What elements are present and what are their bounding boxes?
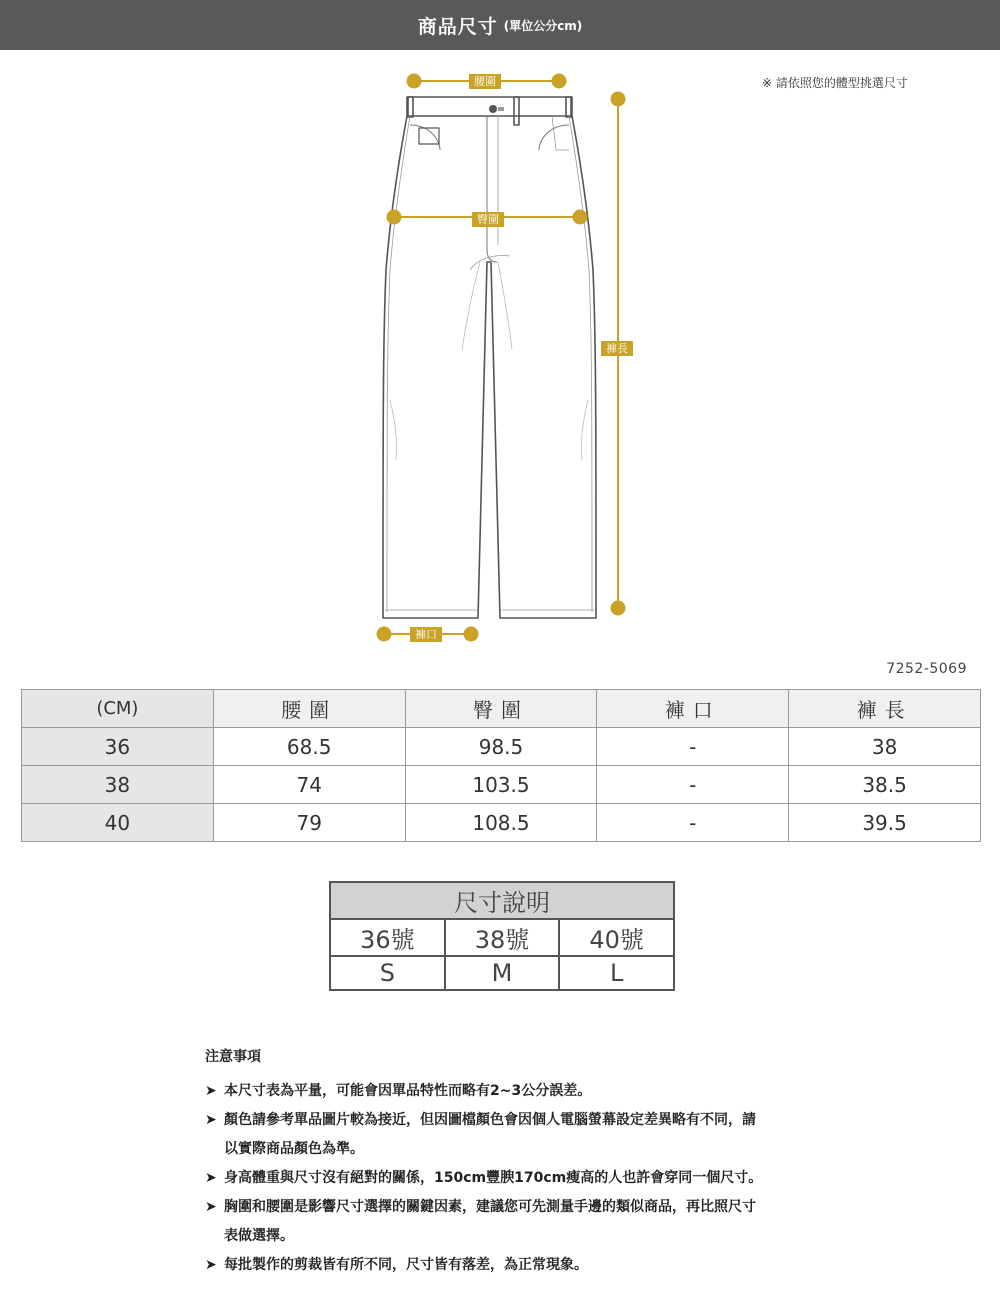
hem-cell: - <box>597 766 789 804</box>
note-text: 身高體重與尺寸沒有絕對的關係，150cm豐腴170cm瘦高的人也許會穿同一個尺寸。 <box>224 1170 763 1186</box>
header-cell-waist: 腰圍 <box>213 690 405 728</box>
size-cell: 40 <box>22 804 214 842</box>
button-icon <box>489 105 497 113</box>
note-item <box>205 1106 825 1164</box>
header-title: 商品尺寸 <box>417 15 498 38</box>
table-row <box>22 728 981 766</box>
waist-cell: 68.5 <box>213 728 405 766</box>
size-code-cell: 36號 <box>330 919 445 956</box>
size-cell: 38 <box>22 766 214 804</box>
hem-cell: - <box>597 728 789 766</box>
size-code-cell: 40號 <box>559 919 674 956</box>
length-label: 褲長 <box>601 341 633 356</box>
length-cell: 38.5 <box>789 766 981 804</box>
header-cell-length: 褲長 <box>789 690 981 728</box>
note-item <box>205 1077 825 1106</box>
hip-label: 臀圍 <box>472 212 504 227</box>
waist-cell: 74 <box>213 766 405 804</box>
table-row <box>22 766 981 804</box>
size-note: ※ 請依照您的體型挑選尺寸 <box>762 76 908 90</box>
header-cell-hip: 臀圍 <box>405 690 597 728</box>
note-text: 胸圍和腰圍是影響尺寸選擇的關鍵因素，建議您可先測量手邊的類似商品，再比照尺寸 <box>224 1199 756 1215</box>
note-text: 每批製作的剪裁皆有所不同，尺寸皆有落差，為正常現象。 <box>224 1257 588 1273</box>
pants-outline <box>383 97 596 618</box>
measure-lines <box>378 75 625 641</box>
note-text-continued: 表做選擇。 <box>224 1228 294 1244</box>
hem-cell: - <box>597 804 789 842</box>
note-item <box>205 1193 825 1251</box>
notes-title: 注意事項 <box>205 1049 261 1065</box>
header-unit: (單位公分cm) <box>503 18 583 33</box>
size-letter-cell: S <box>330 956 445 990</box>
arrow-icon: ➤ <box>205 1170 217 1186</box>
arrow-icon: ➤ <box>205 1112 217 1128</box>
note-item <box>205 1251 825 1280</box>
size-letter-cell: L <box>559 956 674 990</box>
hip-cell: 98.5 <box>405 728 597 766</box>
hip-cell: 103.5 <box>405 766 597 804</box>
arrow-icon: ➤ <box>205 1257 217 1273</box>
length-cell: 38 <box>789 728 981 766</box>
size-guide-title: 尺寸說明 <box>330 882 674 919</box>
hip-cell: 108.5 <box>405 804 597 842</box>
note-item <box>205 1164 825 1193</box>
hem-label: 褲口 <box>410 627 442 642</box>
length-cell: 39.5 <box>789 804 981 842</box>
size-cell: 36 <box>22 728 214 766</box>
waist-cell: 79 <box>213 804 405 842</box>
note-text: 本尺寸表為平量，可能會因單品特性而略有2~3公分誤差。 <box>224 1083 592 1099</box>
size-letter-cell: M <box>445 956 560 990</box>
size-table <box>21 689 981 842</box>
header-cell-unit: (CM) <box>22 690 214 728</box>
note-text: 顏色請參考單品圖片較為接近，但因圖檔顏色會因個人電腦螢幕設定差異略有不同，請 <box>224 1112 756 1128</box>
arrow-icon: ➤ <box>205 1083 217 1099</box>
notes-section <box>205 1046 825 1280</box>
table-row <box>22 804 981 842</box>
size-code-cell: 38號 <box>445 919 560 956</box>
size-guide-table <box>329 881 675 991</box>
arrow-icon: ➤ <box>205 1199 217 1215</box>
waist-label: 腰圍 <box>469 74 501 89</box>
size-table-header <box>22 690 981 728</box>
product-code: 7252-5069 <box>886 661 967 677</box>
note-text-continued: 以實際商品顏色為準。 <box>224 1141 364 1157</box>
header-cell-hem: 褲口 <box>597 690 789 728</box>
